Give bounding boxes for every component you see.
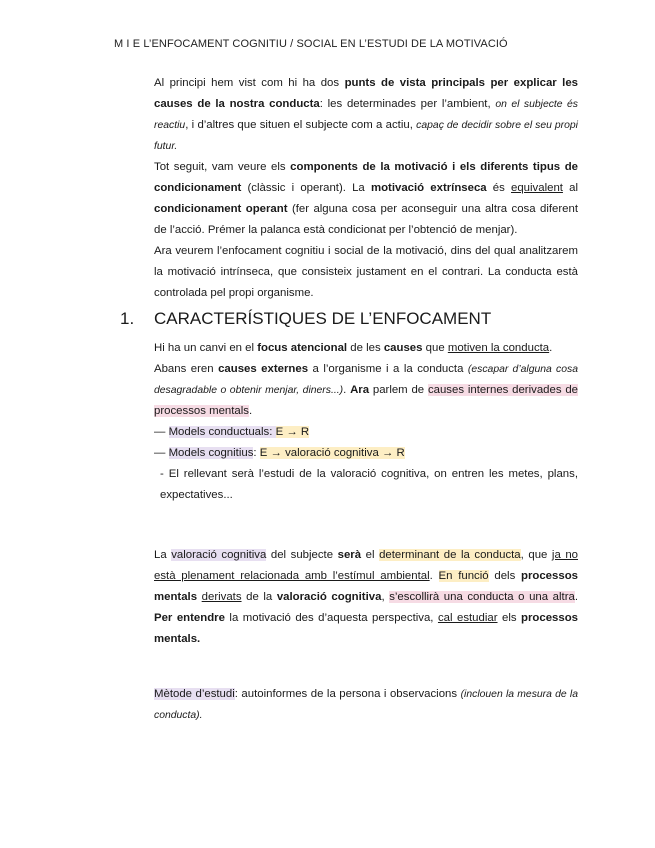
model-formula: E → valoració cognitiva → R <box>259 447 405 459</box>
model-label: Models cognitius <box>168 447 254 459</box>
text-run: el <box>361 549 380 561</box>
underlined-run: motiven la conducta <box>447 342 550 354</box>
bold-run: Ara <box>350 384 370 396</box>
text-run: . <box>549 342 553 354</box>
underlined-run: derivats <box>201 591 242 603</box>
dash: — <box>154 426 169 438</box>
text-run: Abans eren <box>154 363 219 375</box>
text-run: . <box>248 405 253 417</box>
text-run: Hi ha un canvi en el <box>154 342 258 354</box>
text-run: . <box>574 591 578 603</box>
text-run: : autoinformes de la persona i observacions <box>234 688 461 700</box>
dash: — <box>154 447 169 459</box>
bold-run: Per entendre <box>154 612 225 624</box>
text-run: del subjecte <box>266 549 338 561</box>
page-header: M I E L’ENFOCAMENT COGNITIU / SOCIAL EN L’ESTUDI DE LA MOTIVACIÓ <box>114 38 508 50</box>
text-run: Tot seguit, vam veure els <box>154 161 291 173</box>
method-paragraph <box>154 684 578 726</box>
text-run: . <box>343 384 351 396</box>
underlined-run: ja no està plenament relacionada amb l’estímul ambiental <box>154 549 579 582</box>
text-run: La <box>154 549 172 561</box>
model-line-cognitiu <box>154 443 578 464</box>
section-heading <box>120 309 580 329</box>
text-run: Al principi hem vist com hi ha dos <box>154 77 345 89</box>
bold-run: punts de vista principals per explicar les causes de la nostra conducta <box>154 77 579 110</box>
bold-run: condicionament operant <box>154 203 288 215</box>
model-formula: E → R <box>275 426 310 438</box>
bold-run: causes <box>383 342 423 354</box>
text-run: que <box>422 342 448 354</box>
bold-run: processos mentals <box>154 570 578 603</box>
text-run: (fer alguna cosa per aconseguir una altra cosa diferent de l’acció. Prémer la palanca està condicionat per l’obtenció de menjar). <box>154 203 578 236</box>
text-run: , <box>381 591 390 603</box>
highlight-run: En funció <box>438 570 489 582</box>
highlight-run: valoració cognitiva <box>171 549 267 561</box>
section3-block <box>154 684 578 726</box>
section2-paragraph <box>154 545 578 650</box>
bold-run: serà <box>337 549 362 561</box>
intro-paragraph-2 <box>154 157 578 241</box>
text-run: de la <box>241 591 277 603</box>
section-number: 1. <box>120 309 135 328</box>
model-label: Models conductuals <box>168 426 270 438</box>
text-run: (clàssic i operant). La <box>241 182 371 194</box>
section1-block <box>154 338 578 506</box>
italic-run: (escapar d’alguna cosa desagradable o obtenir menjar, diners...) <box>154 364 578 396</box>
model-line-conductual <box>154 422 578 443</box>
section1-paragraph-2 <box>154 359 578 422</box>
italic-run: capaç de decidir sobre el seu propi futur. <box>154 120 578 152</box>
bold-run: focus atencional <box>257 342 348 354</box>
bold-run: components de la motivació i els diferents tipus de condicionament <box>154 161 578 194</box>
underlined-run: equivalent <box>511 182 563 194</box>
text-run: : les determinades per l’ambient, <box>319 98 496 110</box>
text-run: parlem de <box>369 384 428 396</box>
section2-block <box>154 545 578 650</box>
text-run: . <box>429 570 439 582</box>
bold-run: processos mentals. <box>154 612 579 645</box>
text-run: és <box>486 182 512 194</box>
section-title: CARACTERÍSTIQUES DE L’ENFOCAMENT <box>154 309 492 328</box>
text-run: , i d’altres que situen el subjecte com a actiu, <box>185 119 417 131</box>
highlight-run: Mètode d’estudi <box>154 688 235 700</box>
text-run: al <box>562 182 578 194</box>
text-run: , que <box>520 549 552 561</box>
text-run: a l’organisme i a la conducta <box>308 363 468 375</box>
italic-run: on el subjecte és reactiu <box>154 99 579 131</box>
text-run: dels <box>488 570 521 582</box>
intro-paragraph-1 <box>154 73 578 157</box>
section1-paragraph-1 <box>154 338 578 359</box>
highlight-run: determinant de la conducta <box>379 549 521 561</box>
intro-paragraph-3: Ara veurem l’enfocament cognitiu i social de la motivació, dins del qual analitzarem la motivació intrínseca, que consisteix justament en el contrari. La conducta està controlada pel propi organisme. <box>154 245 578 299</box>
text-run: els <box>497 612 522 624</box>
model-colon: : <box>269 426 276 438</box>
bold-run: valoració cognitiva <box>276 591 382 603</box>
text-run: la motivació des d’aquesta perspectiva, <box>224 612 438 624</box>
bold-run: motivació extrínseca <box>370 182 487 194</box>
highlight-run: s’escollirà una conducta o una altra <box>389 591 575 603</box>
highlight-run: causes internes derivades de processos mentals <box>154 384 578 417</box>
bold-run: causes externes <box>218 363 309 375</box>
italic-run: (inclouen la mesura de la conducta). <box>154 689 578 721</box>
model-colon: : <box>253 447 260 459</box>
underlined-run: cal estudiar <box>437 612 498 624</box>
intro-block <box>154 73 578 304</box>
model-note: - El rellevant serà l’estudi de la valoració cognitiva, on entren les metes, plans, expectatives... <box>160 468 578 501</box>
text-run: de les <box>347 342 384 354</box>
